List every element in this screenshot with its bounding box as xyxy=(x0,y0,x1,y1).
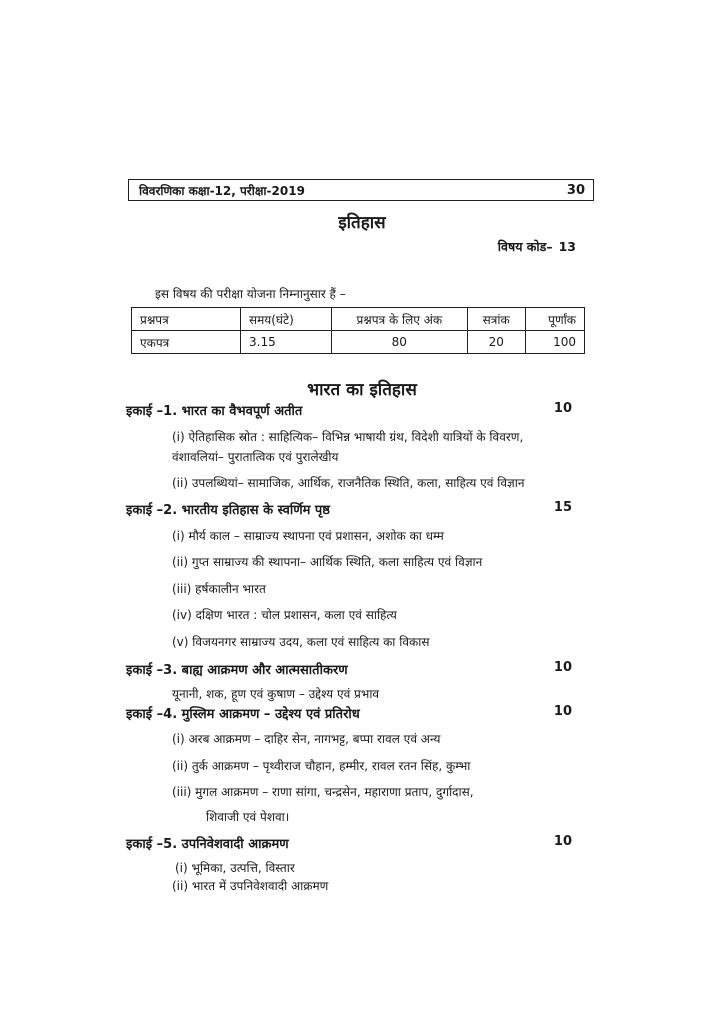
table-header-row xyxy=(132,308,585,331)
unit-title: इकाई –5. उपनिवेशवादी आक्रमण xyxy=(126,837,289,852)
header-title: विवरणिका कक्षा-12, परीक्षा-2019 xyxy=(139,183,305,198)
list-item: (i) मौर्य काल – साम्राज्य स्थापना एवं प्रशासन, अशोक का धम्म xyxy=(172,529,444,543)
column-header: प्रश्नपत्र xyxy=(132,308,241,331)
table-cell: 100 xyxy=(525,331,584,354)
subject-code-value: 13 xyxy=(558,239,576,254)
list-item: (ii) तुर्क आक्रमण – पृथ्वीराज चौहान, हम्मीर, रावल रतन सिंह, कुम्भा xyxy=(172,759,471,773)
unit-marks: 10 xyxy=(553,704,572,719)
unit-heading xyxy=(126,834,572,852)
list-item: (i) भूमिका, उत्पत्ति, विस्तार xyxy=(175,861,295,875)
unit-marks: 10 xyxy=(553,401,572,416)
list-item: (iii) मुगल आक्रमण – राणा सांगा, चन्द्रसेन, महाराणा प्रताप, दुर्गादास, xyxy=(172,785,474,799)
list-item: (i) अरब आक्रमण – दाहिर सेन, नागभट्ट, बप्पा रावल एवं अन्य xyxy=(172,732,441,746)
scheme-intro: इस विषय की परीक्षा योजना निम्नानुसार हैं – xyxy=(155,287,346,301)
column-header: पूर्णांक xyxy=(525,308,584,331)
table-cell: 20 xyxy=(467,331,525,354)
list-item: (ii) गुप्त साम्राज्य की स्थापना– आर्थिक स्थिति, कला साहित्य एवं विज्ञान xyxy=(172,555,483,569)
list-item: (iv) दक्षिण भारत : चोल प्रशासन, कला एवं साहित्य xyxy=(172,608,397,622)
unit-title: इकाई –1. भारत का वैभवपूर्ण अतीत xyxy=(126,404,303,419)
list-item: शिवाजी एवं पेशवा। xyxy=(206,810,290,824)
unit-title: इकाई –3. बाह्य आक्रमण और आत्मसातीकरण xyxy=(126,663,348,678)
list-item: (i) ऐतिहासिक स्रोत : साहित्यिक– विभिन्न भाषायी ग्रंथ, विदेशी यात्रियों के विवरण, वंशावलियां– पुरातात्विक एवं पुरालेखीय xyxy=(172,430,524,464)
page-header xyxy=(128,179,594,201)
subject-code-label: विषय कोड– xyxy=(497,239,553,254)
page-number: 30 xyxy=(566,182,585,198)
unit-title: इकाई –4. मुस्लिम आक्रमण – उद्देश्य एवं प्रतिरोध xyxy=(126,707,360,722)
unit-marks: 10 xyxy=(553,834,572,849)
table-cell: एकपत्र xyxy=(132,331,241,354)
subject-code xyxy=(492,238,576,255)
list-item: (iii) हर्षकालीन भारत xyxy=(172,582,266,596)
unit-heading xyxy=(126,704,572,722)
list-item: यूनानी, शक, हूण एवं कुषाण – उद्देश्य एवं प्रभाव xyxy=(172,687,380,701)
unit-heading xyxy=(126,500,572,518)
unit-title: इकाई –2. भारतीय इतिहास के स्वर्णिम पृष्ठ xyxy=(126,503,330,518)
column-header: सत्रांक xyxy=(467,308,525,331)
list-item: (ii) भारत में उपनिवेशवादी आक्रमण xyxy=(172,879,329,893)
list-item: (ii) उपलब्धियां– सामाजिक, आर्थिक, राजनैतिक स्थिति, कला, साहित्य एवं विज्ञान xyxy=(172,476,525,490)
column-header: समय(घंटे) xyxy=(241,308,332,331)
exam-scheme-table xyxy=(131,307,585,354)
table-cell: 3.15 xyxy=(241,331,332,354)
section-title: भारत का इतिहास xyxy=(307,380,417,400)
list-item: (v) विजयनगर साम्राज्य उदय, कला एवं साहित्य का विकास xyxy=(172,635,430,649)
column-header: प्रश्नपत्र के लिए अंक xyxy=(332,308,468,331)
table-row xyxy=(132,331,585,354)
unit-heading xyxy=(126,660,572,678)
subject-title: इतिहास xyxy=(338,213,386,233)
unit-heading xyxy=(126,401,572,419)
unit-marks: 15 xyxy=(553,500,572,515)
unit-marks: 10 xyxy=(553,660,572,675)
table-cell: 80 xyxy=(332,331,468,354)
